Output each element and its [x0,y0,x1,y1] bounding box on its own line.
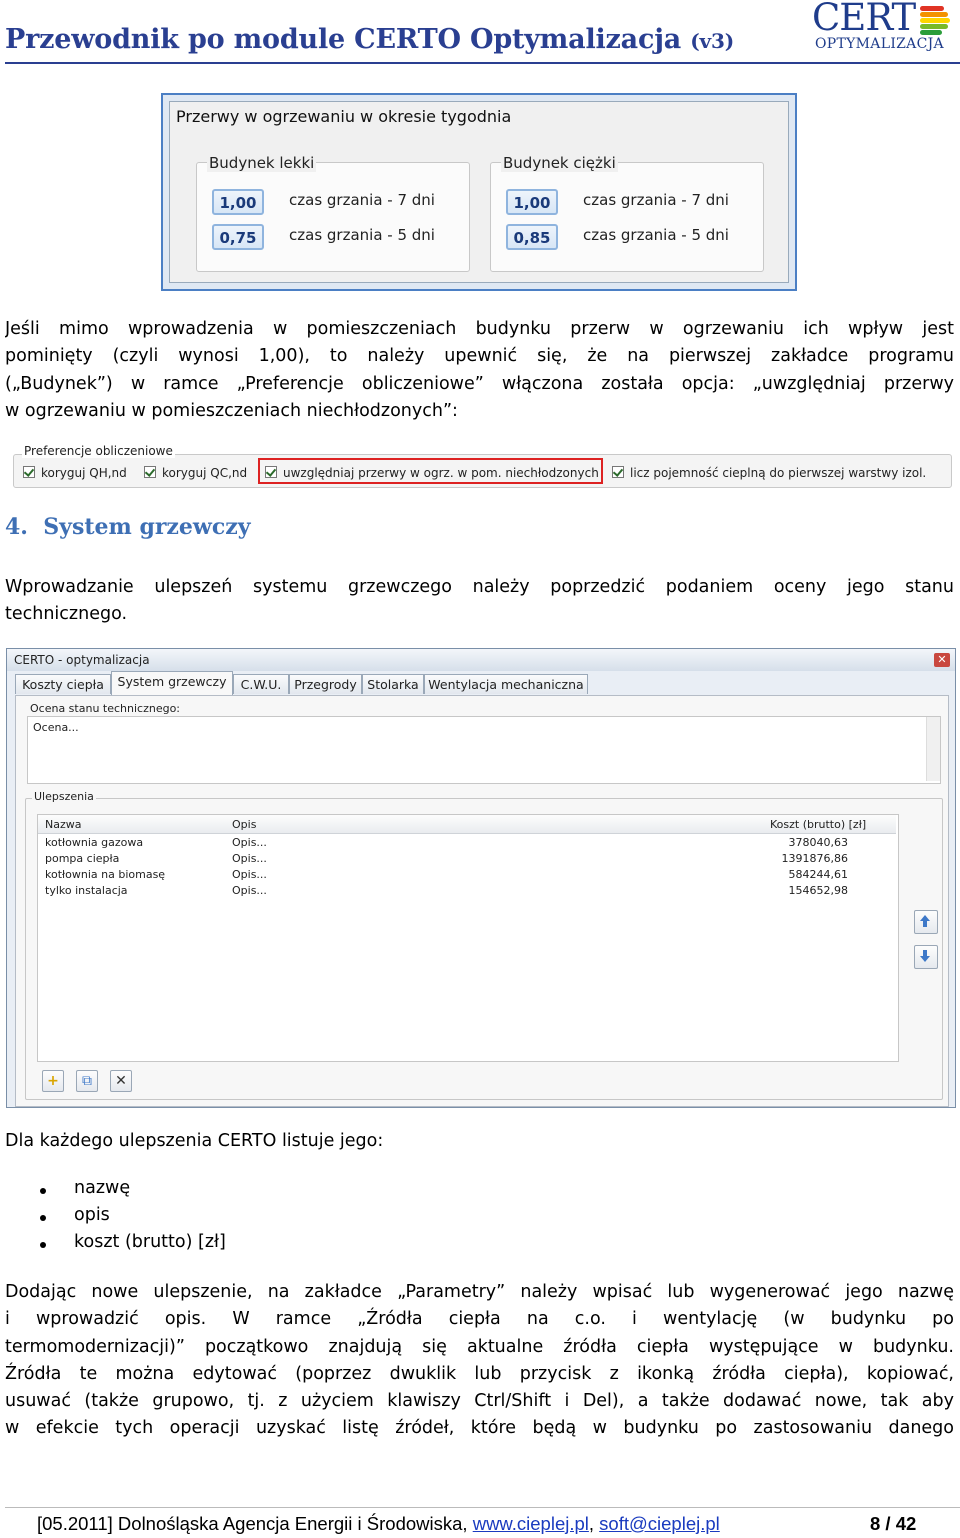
cell-description: Opis... [232,868,267,881]
logo-color-bars [920,6,950,34]
table-row[interactable] [38,836,896,852]
text-line: termomodernizacji)” początkowo znajdują się aktualne źródła ciepła występujące w budynku. [5,1336,954,1357]
dialog-panel [169,101,789,283]
document-title [5,24,734,55]
checkbox-checked-icon[interactable] [23,466,35,478]
light-5day-value[interactable]: 0,75 [212,224,264,250]
paragraph-3 [5,1279,954,1443]
heating-breaks-dialog [161,93,797,291]
move-down-button[interactable] [914,945,938,969]
cell-description: Opis... [232,884,267,897]
dialog-title: Przerwy w ogrzewaniu w okresie tygodnia [176,107,512,126]
email-link[interactable]: soft@cieplej.pl [599,1513,720,1534]
option-correct-qh[interactable] [23,466,127,480]
paragraph-1 [5,316,954,425]
certo-logo [812,2,952,54]
option-label: uwzględniaj przerwy w ogrz. w pom. niechłodzonych [283,466,599,480]
cell-name: kotłownia gazowa [45,836,144,849]
cell-cost: 378040,63 [788,836,848,849]
heavy-5day-label: czas grzania - 5 dni [583,226,729,244]
column-header-description[interactable]: Opis [232,818,257,831]
light-7day-label: czas grzania - 7 dni [289,191,435,209]
list-item: opis [74,1205,110,1225]
cell-description: Opis... [232,836,267,849]
plus-icon: + [47,1073,59,1089]
column-header-name[interactable]: Nazwa [45,818,82,831]
light-7day-value[interactable]: 1,00 [212,189,264,215]
bullet-icon [40,1215,46,1221]
text-line: usuwać (także grupowo, tj. z użyciem klawiszy Ctrl/Shift i Del), a także dodawać nowe, tak aby [5,1391,954,1412]
tab-content [15,695,949,1107]
delete-icon: ✕ [115,1073,127,1089]
header-rule [5,62,960,64]
cell-name: pompa ciepła [45,852,120,865]
footer-separator: , [588,1513,600,1534]
cell-description: Opis... [232,852,267,865]
table-row[interactable] [38,868,896,884]
footer [37,1513,720,1535]
logo-word: CERT [812,0,916,39]
section-heading [5,514,251,540]
tab-hot-water[interactable]: C.W.U. [233,674,289,694]
logo-bar [920,6,944,11]
assessment-label: Ocena stanu technicznego: [30,702,181,715]
copy-button[interactable] [76,1070,98,1092]
table-row[interactable] [38,852,896,868]
option-correct-qc[interactable] [144,466,247,480]
text-line: w ogrzewaniu w pomieszczeniach niechłodzonych”: [5,400,458,421]
page-number: 8 / 42 [870,1513,917,1534]
text-line: („Budynek”) w ramce „Preferencje obliczeniowe” włączona została opcja: „uwzględniaj przerwy [5,373,954,394]
tab-joinery[interactable]: Stolarka [362,674,424,694]
footer-rule [5,1507,960,1508]
add-button[interactable] [42,1070,64,1092]
logo-bar [920,18,950,23]
text-line: i wprowadzić opis. W ramce „Źródła ciepła na c.o. i wentylację (w budynku po [5,1309,954,1330]
cell-cost: 154652,98 [788,884,848,897]
heavy-7day-label: czas grzania - 7 dni [583,191,729,209]
assessment-text: Ocena... [33,721,79,734]
red-highlight-box [258,458,603,484]
logo-bar [920,24,948,29]
website-link[interactable]: www.cieplej.pl [472,1513,589,1534]
tab-mechanical-ventilation[interactable]: Wentylacja mechaniczna [424,674,588,694]
assessment-scrollbar[interactable] [926,717,940,781]
bullet-icon [40,1188,46,1194]
improvements-label: Ulepszenia [34,790,94,803]
close-icon[interactable]: ✕ [934,653,950,667]
cell-cost: 1391876,86 [781,852,848,865]
section-title: System grzewczy [43,514,251,540]
heavy-7day-value[interactable]: 1,00 [506,189,558,215]
move-up-button[interactable] [914,910,938,934]
list-intro: Dla każdego ulepszenia CERTO listuje jego: [5,1131,384,1151]
option-label: licz pojemność cieplną do pierwszej warstwy izol. [630,466,927,480]
text-line: technicznego. [5,604,128,625]
document-version: (v3) [690,29,734,53]
logo-bar [920,12,948,17]
document-title-text: Przewodnik po module CERTO Optymalizacja [5,24,682,55]
window-title: CERTO - optymalizacja [14,653,150,667]
logo-bar [920,30,942,35]
text-line: pominięty (czyli wynosi 1,00), to należy upewnić się, że na pierwszej zakładce programu [5,346,954,367]
cell-name: tylko instalacja [45,884,128,897]
improvements-table [37,814,899,1062]
option-heat-capacity[interactable] [612,466,926,480]
cell-cost: 584244,61 [788,868,848,881]
arrow-down-icon [920,950,930,962]
logo-subtitle: OPTYMALIZACJA [815,36,944,52]
table-row[interactable] [38,884,896,900]
option-label: koryguj QC,nd [162,466,248,480]
text-line: Dodając nowe ulepszenie, na zakładce „Parametry” należy wpisać lub wygenerować jego nazwę [5,1282,954,1302]
copy-icon: ⧉ [82,1073,92,1089]
heavy-building-group [490,154,764,272]
table-header [38,815,896,834]
text-line: Jeśli mimo wprowadzenia w pomieszczeniach budynku przerw w ogrzewaniu ich wpływ jest [5,319,954,339]
text-line: w efekcie tych operacji uzyskać listę źródeł, które będą w budynku po zastosowaniu danego [5,1418,954,1439]
preferences-title: Preferencje obliczeniowe [24,444,173,458]
tab-partitions[interactable]: Przegrody [289,674,362,694]
footer-text: [05.2011] Dolnośląska Agencja Energii i Środowiska, [37,1513,473,1534]
light-5day-label: czas grzania - 5 dni [289,226,435,244]
section-number: 4. [5,514,28,540]
checkbox-checked-icon[interactable] [144,466,156,478]
cell-name: kotłownia na biomasę [45,868,166,881]
tab-heating-system[interactable]: System grzewczy [111,671,233,695]
assessment-textarea[interactable] [27,716,941,784]
list-item: nazwę [74,1178,131,1198]
paragraph-2 [5,574,954,629]
checkbox-checked-icon[interactable] [612,466,624,478]
column-header-cost[interactable]: Koszt (brutto) [zł] [770,818,867,831]
heavy-5day-value[interactable]: 0,85 [506,224,558,250]
group-title: Budynek ciężki [503,154,616,172]
app-window [6,648,956,1108]
arrow-up-icon [920,915,930,927]
bullet-icon [40,1242,46,1248]
window-titlebar [7,649,955,671]
light-building-group [196,154,470,272]
text-line: Wprowadzanie ulepszeń systemu grzewczego należy poprzedzić podaniem oceny jego stanu [5,577,954,597]
option-label: koryguj QH,nd [41,466,127,480]
text-line: Źródła te można edytować (poprzez dwuklik lub przycisk z ikonką źródła ciepła), kopiować, [5,1363,954,1384]
delete-button[interactable] [110,1070,132,1092]
tab-heat-costs[interactable]: Koszty ciepła [15,674,111,694]
group-title: Budynek lekki [209,154,315,172]
list-item: koszt (brutto) [zł] [74,1232,226,1252]
